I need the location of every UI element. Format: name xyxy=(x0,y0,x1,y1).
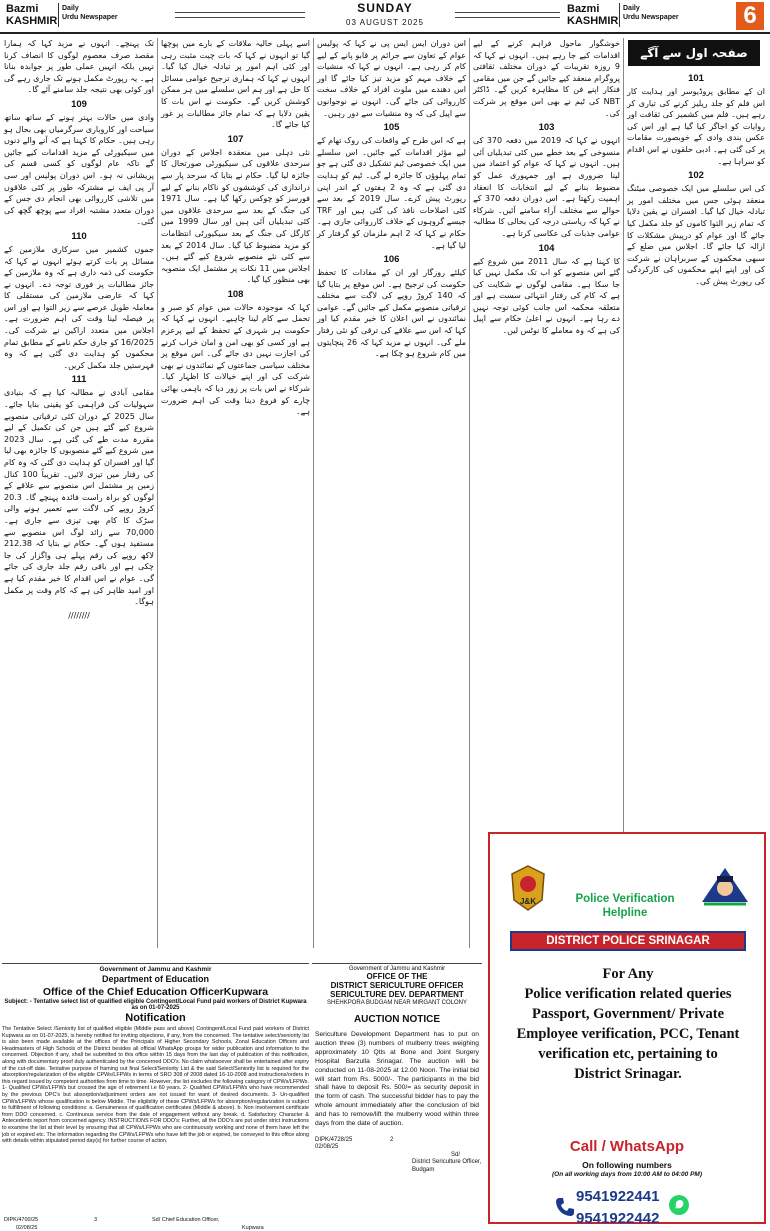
column-rule xyxy=(469,38,470,948)
phone-number-1[interactable]: 9541922441 xyxy=(576,1188,660,1205)
article-column-2 xyxy=(161,38,310,950)
ornament-left xyxy=(175,12,305,18)
article-text: وادی میں حالات بہتر ہونے کے ساتھ ساتھ سیاحت اور کاروباری سرگرمیاں بھی بحال ہو رہی ہیں۔ حکام کا کہنا ہے کہ آنے والے دنوں میں سیکیورٹی کے مزید اقدامات کیے جائیں گے تاکہ عام لوگوں کو کسی قسم کی پریشانی نہ ہو۔ اس دوران پولیس اور سی آر پی ایف نے مشترکہ طور پر کئی علاقوں میں تلاشی کارروائی بھی انجام دی جس کے دوران متعدد مشتبہ افراد سے پوچھ گچھ کی گئی۔ xyxy=(4,112,154,227)
article-text: کیلئے روزگار اور ان کے مفادات کا تحفظ حکومت کی ترجیح ہے۔ اس موقع پر بتایا گیا کہ 140 کروڑ روپے کی لاگت سے مختلف ترقیاتی منصوبے مکمل کیے جائیں گے۔ عوامی نمائندوں نے اس اعلان کا خیر مقدم کیا اور کہا کہ اس سے علاقے کی ترقی کو نئی رفتار ملے گی۔ انہوں نے مزید کہا کہ 26 پنچایتوں میں کام شروع ہو چکا ہے۔ xyxy=(317,268,467,359)
article-text: تک پہنچے۔ انہوں نے مزید کہا کہ ہمارا مقصد صرف معصوم لوگوں کا انصاف کرنا نہیں بلکہ انہیں عملی طور پر جوابدہ بنانا ہے۔ یہ رپورٹ مکمل ہونے تک جاری رہے گی اور کوئی بھی نتیجہ جلد سامنے آئے گا۔ xyxy=(4,39,154,95)
notice-body: The Tentative Select /Seniority list of qualified eligible (Middle pass and above) Contingent/Local Fund paid workers of District Kupwara as on 01-07-2025, is hereby notified for inviting objections, if any, from the concerned. The tentative select/seniority list is also been made available at the offices of the Principals of Higher Secondary Schools, Zonal Education Officers and Headmasters of High Schools of the District besides all official WhatsApp groups for wider publication and information to the concerned. Objection if any, shall be submitted to this office within 15 days from the last day of publication of this notification, along with documentary proof duly authenticated by the concerned DDO's. No claim whatsoever shall be entertained after expiry of the cut-off date. Tentative purpose of framing out final Select/Seniority List & the said Select/Seniority list is required for the absorption/regularization of the eligible CPWs/LFPWs in terms of SRO 308 of 2008 dated 16-10-2008 and instructions/orders in this regard issued by competent authorities from time to time. However, the list excludes the following category of CPWs/LFPWs. 1- Qualified CPWs/LFPWs but crossed the age of retirement i.e 60 years. 2- Qualified CPWs/LFPWs who have recommended by the previous DPC's but absorption/adjustment orders are not issued for want of desired documents. 3- Un-qualified CPWs/LFPWs whose qualification is below Middle. The eligibility of these CPWs/LFPWs for absorption/regularization is subject to fulfillment of following conditions: a. Genuineness of qualification certificates (Middle & above). b. Non involvement certificate from DDO concerned. c. Continuous service from the date of engagement without any break. d. Satisfactory Character & Antecedents report from concerned agency. INSTRUCTIONS FOR DDO's: Further, all the DDO's are put under strict instructions to examine the list at their level by ensuring that all CPWs/LFPWs who are continuously working and none of them have left the job or expired etc. The information regarding the CPWs/LFPWs who have left the job or expired, be conveyed to this office along with details within stipulated period day(s) for further course of action. xyxy=(2,1026,309,1145)
notice-department: Department of Education xyxy=(101,974,209,984)
article-column-4 xyxy=(473,38,620,828)
tag-urdu: Urdu Newspaper xyxy=(623,14,679,21)
article-number: 102 xyxy=(688,170,704,182)
tag-daily: Daily xyxy=(623,5,640,12)
notice-page-ref: 3 xyxy=(94,1217,98,1223)
brand-name-2: KASHMIR xyxy=(567,15,619,27)
education-notification xyxy=(2,963,309,1231)
advert-msg-line: Passport, Government/ Private xyxy=(531,1006,725,1022)
notice-place: Kupwara xyxy=(242,1225,264,1231)
notice-ref-number: DIPK/4728/25 xyxy=(315,1136,353,1143)
article-text: نئی دہلی میں منعقدہ اجلاس کے دوران سرحدی علاقوں کی سیکیورٹی صورتحال کا جائزہ لیا گیا۔ حکام نے بتایا کہ سرحد پار سے دراندازی کی کوششوں کو ناکام بنانے کے لیے فورسز کو چوکس رکھا گیا ہے۔ سال 1971 کی جنگ کے بعد سے سرحدی علاقوں میں کئی تبدیلیاں آئی ہیں اور سال 1999 میں کارگل کی جنگ کے بعد سیکیورٹی انتظامات کو مزید مضبوط کیا گیا۔ سال 2014 کے بعد سے کئی نئے منصوبے شروع کیے گئے ہیں۔ اجلاس میں 11 نکات پر مشتمل ایک منصوبہ بھی منظور کیا گیا۔ xyxy=(161,147,310,285)
notice-office: OFFICE OF THE xyxy=(366,972,428,981)
page-number: 6 xyxy=(736,2,764,30)
whatsapp-icon xyxy=(668,1194,690,1216)
following-numbers xyxy=(490,1160,764,1180)
end-marks: //////// xyxy=(68,610,90,620)
brand-right xyxy=(567,3,679,27)
article-number: 111 xyxy=(71,374,87,386)
phone-number-2[interactable]: 9541922442 xyxy=(576,1210,660,1227)
notice-title: Notification xyxy=(125,1012,186,1024)
notice-sd: Sd/ xyxy=(450,1151,460,1158)
article-column-1 xyxy=(4,38,154,950)
notice-ref xyxy=(312,1137,482,1143)
brand-divider xyxy=(58,3,59,27)
helpline-title xyxy=(560,892,690,920)
notice-title: AUCTION NOTICE xyxy=(353,1014,441,1025)
article-text: ہے کہ اس طرح کے واقعات کی روک تھام کے لیے مؤثر اقدامات کیے جائیں۔ اس سلسلے میں ایک خصوصی ٹیم تشکیل دی گئی ہے جو تمام پہلوؤں کا جائزہ لے گی۔ ٹیم کو ہدایت دی گئی ہے کہ وہ 2 ہفتوں کے اندر اپنی رپورٹ پیش کرے۔ سال 2019 کے بعد سے کئی اصلاحات نافذ کی گئی ہیں اور TRF جیسے گروہوں کے خلاف کارروائی جاری ہے۔ حکام نے کہا کہ 2 اہم ملزمان کو گرفتار کر لیا گیا ہے۔ xyxy=(317,136,466,250)
masthead xyxy=(0,0,770,34)
phone-icon xyxy=(554,1196,576,1218)
notice-subject: Subject: - Tentative select list of qualified eligible Contingent/Local Fund paid workers of District Kupwara as on 01-07-2025 xyxy=(4,999,307,1011)
notice-gov: Government of Jammu and Kashmir xyxy=(99,966,212,973)
auction-notice xyxy=(312,963,482,1225)
brand-tagline xyxy=(62,4,118,22)
working-hours: (On all working days from 10:00 AM to 04:00 PM) xyxy=(551,1171,702,1178)
notice-ref-no: 2 xyxy=(390,1136,394,1143)
advert-msg-line: For Any xyxy=(602,966,654,982)
article-text: خوشگوار ماحول فراہم کرنے کے لیے اقدامات کیے جا رہے ہیں۔ انہوں نے کہا کہ 9 روزہ تقریبات کے دوران مختلف ثقافتی پروگرام منعقد کیے جائیں گے جن میں مقامی فنکار اپنے فن کا مظاہرہ کریں گے۔ ڈاکٹر NBT کی ٹیم نے بھی اس موقع پر شرکت کی۔ xyxy=(473,39,620,118)
advert-msg-line: verification etc, pertaining to xyxy=(538,1046,718,1062)
notice-office: SERICULTURE DEV. DEPARTMENT xyxy=(330,990,464,999)
article-text: ان کے مطابق پروڈیوسر اور ہدایت کار اس فلم کو جلد ریلیز کرنے کی تیاری کر رہے ہیں۔ فلم میں کشمیر کی ثقافت اور روایات کو اجاگر کیا گیا ہے اور اس کی عکس بندی وادی کے خوبصورت مقامات پر کی گئی ہے۔ ادبی حلقوں نے اس اقدام کو سراہا ہے۔ xyxy=(627,87,765,166)
column-rule xyxy=(157,38,158,948)
jk-police-emblem-icon xyxy=(508,864,548,912)
notice-office: DISTRICT SERICULTURE OFFICER xyxy=(330,981,464,990)
notice-signer: District Sericulture Officer, xyxy=(412,1158,482,1165)
notice-address: SHEHKPORA BUDGAM NEAR MIRGANT COLONY xyxy=(327,1000,467,1006)
day-label: SUNDAY xyxy=(357,1,413,15)
article-number: 103 xyxy=(538,122,555,134)
notice-date: 02/08/25 xyxy=(16,1225,38,1231)
notice-ref: DIPK/4700/25 xyxy=(4,1217,39,1223)
article-text: کا کہنا ہے کہ سال 2011 میں شروع کیے گئے اس منصوبے کو اب تک مکمل نہیں کیا جا سکا ہے۔ مقامی لوگوں نے شکایت کی ہے کہ کام کی رفتار انتہائی سست ہے اور متعلقہ محکمہ اس جانب کوئی توجہ نہیں دے رہا ہے۔ انہوں نے اعلیٰ حکام سے اپیل کی ہے کہ وہ معاملے کا نوٹس لیں۔ xyxy=(473,256,620,336)
date-label: 03 AUGUST 2025 xyxy=(346,18,424,27)
phone-numbers xyxy=(576,1186,659,1230)
advert-msg-line: Employee verification, PCC, Tenant xyxy=(516,1026,740,1042)
notice-body: Sericulture Development Department has to put on auction three (3) numbers of mulberry trees weighing approximately 10 Qtls at Bone and Joint Surgery Hospital Barzulla Srinagar. The auction will be conducted on 11-08-2025 at 12.00 Noon. The initial bid will start from Rs. 5000/-. The participants in the bid shall have to deposit Rs. 500/= as security deposit in the form of cash. The successful bidder has to pay the whole amount immediately after the conclusion of bid and has to remove/lift the mulberry wood within three days from the date of auction. xyxy=(315,1031,479,1128)
helpline-line1: Police Verification xyxy=(575,893,675,905)
article-number: 106 xyxy=(383,254,400,266)
article-column-5 xyxy=(627,70,765,826)
tag-daily: Daily xyxy=(62,5,79,12)
article-number: 109 xyxy=(71,98,87,110)
advert-msg-line: Police verification related queries xyxy=(524,986,732,1002)
article-text: مقامی آبادی نے مطالبہ کیا ہے کہ بنیادی سہولیات کی فراہمی کو یقینی بنایا جائے۔ سال 2025 کے دوران کئی ترقیاتی منصوبے شروع کیے گئے ہیں جن کی تکمیل کے لیے مقررہ مدت طے کی گئی ہے۔ سال 2023 میں شروع کیے گئے منصوبوں کا جائزہ بھی لیا گیا اور افسران کو ہدایت دی گئی کہ وہ کام کی رفتار میں تیزی لائیں۔ تقریباً 100 کنال زمین پر مشتمل اس منصوبے سے علاقے کے لوگوں کو براہ راست فائدہ پہنچے گا۔ 20.3 کروڑ روپے کی لاگت سے تعمیر ہونے والی سڑک کا کام بھی تیزی سے جاری ہے۔ 70,000 سے زائد لوگ اس منصوبے سے مستفید ہوں گے۔ حکام نے بتایا کہ 212.38 لاکھ روپے کی رقم پہلے ہی واگزار کی جا چکی ہے اور باقی رقم جلد جاری کی جائے گی۔ عوام نے اس اقدام کا خیر مقدم کیا ہے اور امید ظاہر کی ہے کہ کام وقت پر مکمل ہوگا۔ xyxy=(4,388,154,607)
advert-message xyxy=(496,964,760,1084)
advert-msg-line: District Srinagar. xyxy=(574,1066,682,1082)
follow-line: On following numbers xyxy=(582,1160,672,1170)
notice-office: Office of the Chief Education OfficerKupwara xyxy=(42,986,269,998)
tag-urdu: Urdu Newspaper xyxy=(62,14,118,21)
brand-tagline xyxy=(623,4,679,22)
article-number: 105 xyxy=(383,122,400,134)
section-header: صفحہ اول سے آگے xyxy=(628,40,760,66)
article-text: کہا کہ موجودہ حالات میں عوام کو صبر و تحمل سے کام لینا چاہیے۔ انہوں نے کہا کہ حکومت ہر شہری کے تحفظ کے لیے پرعزم ہے اور کسی کو بھی امن و امان خراب کرنے کی اجازت نہیں دی جائے گی۔ اس موقع پر مختلف سیاسی جماعتوں کے نمائندوں نے بھی شرکت کی اور اپنے خیالات کا اظہار کیا۔ شرکاء نے اس بات پر زور دیا کہ باہمی بھائی چارے کو فروغ دینا وقت کی اہم ضرورت ہے۔ xyxy=(161,302,310,417)
article-number: 101 xyxy=(688,73,704,84)
brand-name: Bazmi xyxy=(567,3,600,15)
article-text: کی اس سلسلے میں ایک خصوصی میٹنگ منعقد ہوئی جس میں مختلف امور پر تبادلہ خیال کیا گیا۔ افسران نے یقین دلایا کہ تمام زیر التوا کاموں کو جلد مکمل کیا جائے گا اور عوام کو درپیش مشکلات کا ازالہ کیا جائے گا۔ اجلاس میں ضلع کے سبھی محکموں کے سربراہان نے شرکت کی اور اپنے اپنے محکموں کی کارکردگی کی رپورٹ پیش کی۔ xyxy=(627,184,765,286)
article-number: 107 xyxy=(227,133,244,145)
notice-date: 02/08/25 xyxy=(315,1143,339,1150)
article-number: 104 xyxy=(538,242,555,254)
police-verification-advert xyxy=(488,832,766,1227)
notice-signer-place: Budgam xyxy=(412,1166,435,1173)
article-text: انہوں نے کہا کہ 2019 میں دفعہ 370 کی منسوخی کے بعد خطے میں کئی تبدیلیاں آئی ہیں۔ انہوں نے کہا کہ عوام کو اعتماد میں لینا ضروری ہے اور جمہوری عمل کو مضبوط بنانے کے لیے انتخابات کا انعقاد اہمیت رکھتا ہے۔ اس دوران دفعہ 370 کے حوالے سے مختلف آراء سامنے آئیں۔ شرکاء نے کہا کہ ریاستی درجہ کی بحالی کا مطالبہ عوامی جذبات کی عکاسی کرتا ہے۔ xyxy=(473,136,620,238)
brand-divider xyxy=(619,3,620,27)
verification-officer-icon xyxy=(698,862,752,910)
emblem-text: J&K xyxy=(519,897,537,906)
notice-signature: Sd/ Chief Education Officer, xyxy=(152,1217,220,1223)
brand-name: Bazmi xyxy=(6,3,39,15)
column-rule xyxy=(623,38,624,948)
article-text: اسے پہلی حالیہ ملاقات کے بارے میں پوچھا گیا تو انہوں نے کہا کہ بات چیت مثبت رہی اور کئی اہم امور پر تبادلہ خیال کیا گیا۔ انہوں نے کہا کہ ہماری ترجیح عوامی مسائل کا حل ہے اور ہم اس سلسلے میں ہر ممکن کوشش کریں گے۔ حکومت نے اس بات کا یقین دلایا ہے کہ تمام جائز مطالبات پر غور کیا جائے گا۔ xyxy=(161,39,310,130)
notice-gov: Government of Jammu and Kashmir xyxy=(348,966,446,972)
article-number: 108 xyxy=(227,288,244,300)
article-text: اس دوران ایس ایس پی نے کہا کہ پولیس عوام کے تعاون سے جرائم پر قابو پانے کے لیے کام کر رہی ہے۔ انہوں نے کہا کہ منشیات کے خلاف مہم کو مزید تیز کیا جائے گا اور اس دھندے میں ملوث افراد کے خلاف سخت کارروائی کی جائے گی۔ انہوں نے نوجوانوں سے اپیل کی کہ وہ منشیات سے دور رہیں۔ xyxy=(317,39,466,118)
brand-left xyxy=(6,3,118,27)
column-rule xyxy=(313,38,314,948)
ornament-right xyxy=(455,12,560,18)
district-police-band: DISTRICT POLICE SRINAGAR xyxy=(510,931,746,951)
article-column-3 xyxy=(317,38,466,950)
dateline xyxy=(300,1,470,27)
article-text: جموں کشمیر میں سرکاری ملازمین کے مسائل پر بات کرتے ہوئے انہوں نے کہا کہ حکومت کی ذمہ داری ہے کہ وہ ملازمین کے جائز مطالبات پر فوری توجہ دے۔ انہوں نے کہا کہ عارضی ملازمین کی مستقلی کا معاملہ طویل عرصے سے زیر التوا ہے اور اس پر فیصلہ لینا وقت کی اہم ضرورت ہے۔ اجلاس میں متعدد اراکین نے شرکت کی۔ 16/2025 کو جاری حکم نامے کے مطابق تمام محکموں کو ہدایت دی گئی ہے کہ وہ فہرستیں جلد مکمل کریں۔ xyxy=(4,244,154,370)
helpline-line2: Helpline xyxy=(602,907,648,919)
brand-name-2: KASHMIR xyxy=(6,15,58,27)
call-whatsapp-label: Call / WhatsApp xyxy=(569,1138,685,1155)
article-number: 110 xyxy=(71,230,87,242)
